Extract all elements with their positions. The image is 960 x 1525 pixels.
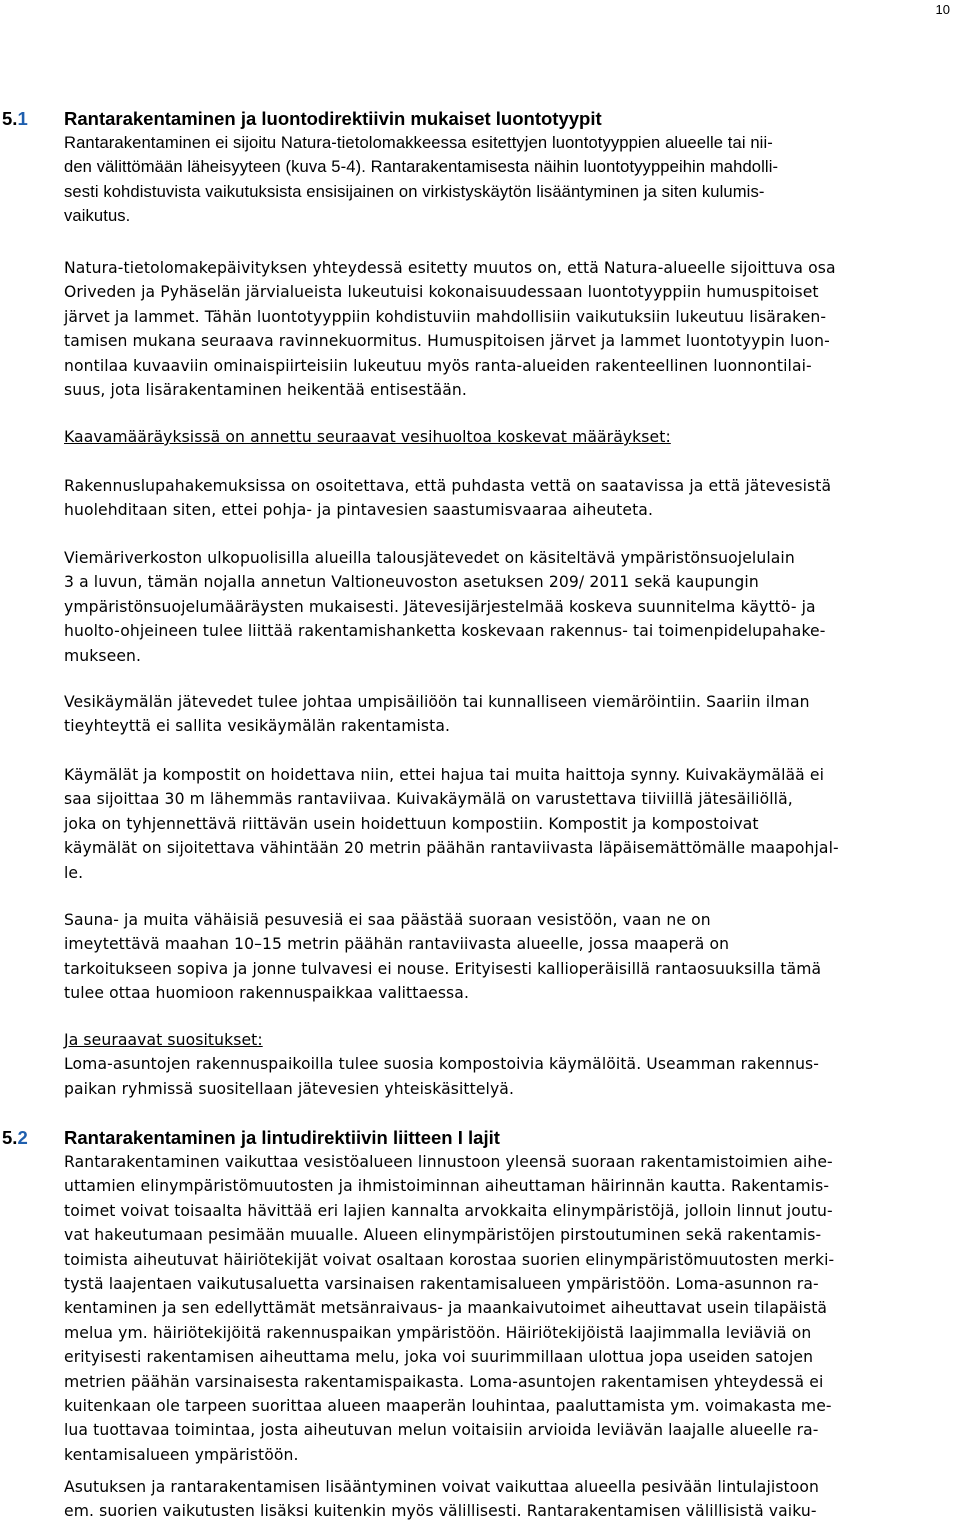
section-title: Rantarakentaminen ja lintudirektiivin liitteen I lajit xyxy=(64,1127,500,1148)
intro-paragraph: Rantarakentaminen ei sijoitu Natura-tietolomakkeessa esitettyjen luontotyyppien alueelle tai nii- den välittömään läheisyyteen (kuva 5-4). Rantarakentamisesta näihin luontotyyppeihin mahdolli- sesti kohdistuvista vaikutuksista ensisijainen on virkistyskäytön lisääntyminen ja siten kulumis- vaikutus. xyxy=(64,133,779,226)
regulations-heading: Kaavamääräyksissä on annettu seuraavat vesihuoltoa koskevat määräykset: xyxy=(64,428,671,446)
natura-paragraph: Natura-tietolomakepäivityksen yhteydessä esitetty muutos on, että Natura-alueelle sijoittuva osa Oriveden ja Pyhäselän järvialueista lukeutuisi kokonaisuudessaan luontotyyppiin humuspitoiset järvet ja lammet. Tähän luontotyyppiin kohdistuviin mahdollisiin vaikutuksiin lukeutuu lisäraken- tamisen mukana seuraava ravinnekuormitus. Humuspitoisen järvet ja lammet luontotyypin luon- nontilaa kuvaaviin ominaispiirteisiin lukeutuu myös ranta-alueiden rakenteellinen luonnontilai- suus, jota lisärakentaminen heikentää entisestään. xyxy=(64,259,836,399)
recommendations-paragraph: Ja seuraavat suositukset: Loma-asuntojen rakennuspaikoilla tulee suosia kompostoivia käymälöitä. Useamman rakennus- paikan ryhmissä suositellaan jätevesien yhteiskäsittelyä. xyxy=(64,1028,954,1101)
recommendations-heading: Ja seuraavat suositukset: xyxy=(64,1031,263,1049)
regulation-paragraph: Vesikäymälän jätevedet tulee johtaa umpisäiliöön tai kunnalliseen viemäröintiin. Saariin ilman tieyhteyttä ei sallita vesikäymälän rakentamista. xyxy=(64,693,810,736)
regulation-paragraph: Rakennuslupahakemuksissa on osoitettava, että puhdasta vettä on saatavissa ja että jätevesistä huolehditaan siten, ettei pohja- ja pintavesien saastumisvaaraa aiheuteta. xyxy=(64,477,832,520)
page-number: 10 xyxy=(935,2,950,17)
regulation-paragraph: Käymälät ja kompostit on hoidettava niin, ettei hajua tai muita haittoja synny. Kuivakäymälää ei saa sijoittaa 30 m lähemmäs rantaviivaa. Kuivakäymälä on varustettava tiiviillä jätesäiliöllä, joka on tyhjennettävä riittävän usein hoidettuun kompostiin. Kompostit ja kompostoivat käymälät on sijoitettava vähintään 20 metrin päähän rantaviivasta läpäisemättömälle maapohjal- le. xyxy=(64,766,839,882)
section-5-2-heading xyxy=(0,1127,960,1149)
section-title: Rantarakentaminen ja luontodirektiivin mukaiset luontotyypit xyxy=(64,108,602,129)
body-paragraph: Rantarakentaminen vaikuttaa vesistöalueen linnustoon yleensä suoraan rakentamistoimien aihe- uttamien elinympäristömuutosten ja ihmistoiminnan aiheuttaman häirinnän kautta. Rakentamis- toimet voivat toisaalta hävittää eri lajien kannalta arvokkaita elinympäristöjä, jolloin linnut joutu- vat hakeutumaan pesimään muualle. Alueen elinympäristöjen pirstoutuminen sekä rakentamis- toimista aiheutuvat häiriötekijät voivat osaltaan korostaa suorien elinympäristömuutosten merki- tystä laajentaen vaikutusaluetta varsinaisen rakentamisalueen ympäristöön. Loma-asunnon ra- kentaminen ja sen edellyttämät metsänraivaus- ja maankaivutoimet aiheuttavat usein tilapäistä melua ym. häiriötekijöitä rakennuspaikan ympäristöön. Häiriötekijöistä laajimmalla leviäviä on erityisesti rakentamisen aiheuttama melu, joka voi suurimmillaan ulottua jopa useiden satojen metrien päähän varsinaisesta rakentamispaikasta. Loma-asuntojen rakentamisen yhteydessä ei kuitenkaan ole tarpeen suorittaa alueen maaperän louhintaa, paaluttamista ym. voimakasta me- lua tuottavaa toimintaa, josta aiheutuvan melun voitaisiin arvioida leviävän laajalle alueelle ra- kentamisalueen ympäristöön. xyxy=(64,1153,835,1464)
regulation-paragraph: Viemäriverkoston ulkopuolisilla alueilla talousjätevedet on käsiteltävä ympäristönsuojelulain 3 a luvun, tämän nojalla annetun Valtioneuvoston asetuksen 209/ 2011 sekä kaupungin ympäristönsuojelumääräysten mukaisesti. Jätevesijärjestelmää koskeva suunnitelma käyttö- ja huolto-ohjeineen tulee liittää rakentamishanketta koskevaan rakennus- tai toimenpidelupahake- mukseen. xyxy=(64,549,826,665)
section-number: 5.2 xyxy=(2,1127,28,1148)
section-number: 5.1 xyxy=(2,108,28,129)
regulation-paragraph: Sauna- ja muita vähäisiä pesuvesiä ei saa päästää suoraan vesistöön, vaan ne on imeytettävä maahan 10–15 metrin päähän rantaviivasta alueelle, jossa maaperä on tarkoitukseen sopiva ja jonne tulvavesi ei nouse. Erityisesti kallioperäisillä rantaosuuksilla tämä tulee ottaa huomioon rakennuspaikkaa valittaessa. xyxy=(64,911,822,1003)
body-paragraph: Asutuksen ja rantarakentamisen lisääntyminen voivat vaikuttaa alueella pesivään lintulajistoon em. suorien vaikutusten lisäksi kuitenkin myös välillisesti. Rantarakentamisen välillisistä vaiku- xyxy=(64,1478,820,1521)
section-5-1-heading xyxy=(0,108,960,130)
